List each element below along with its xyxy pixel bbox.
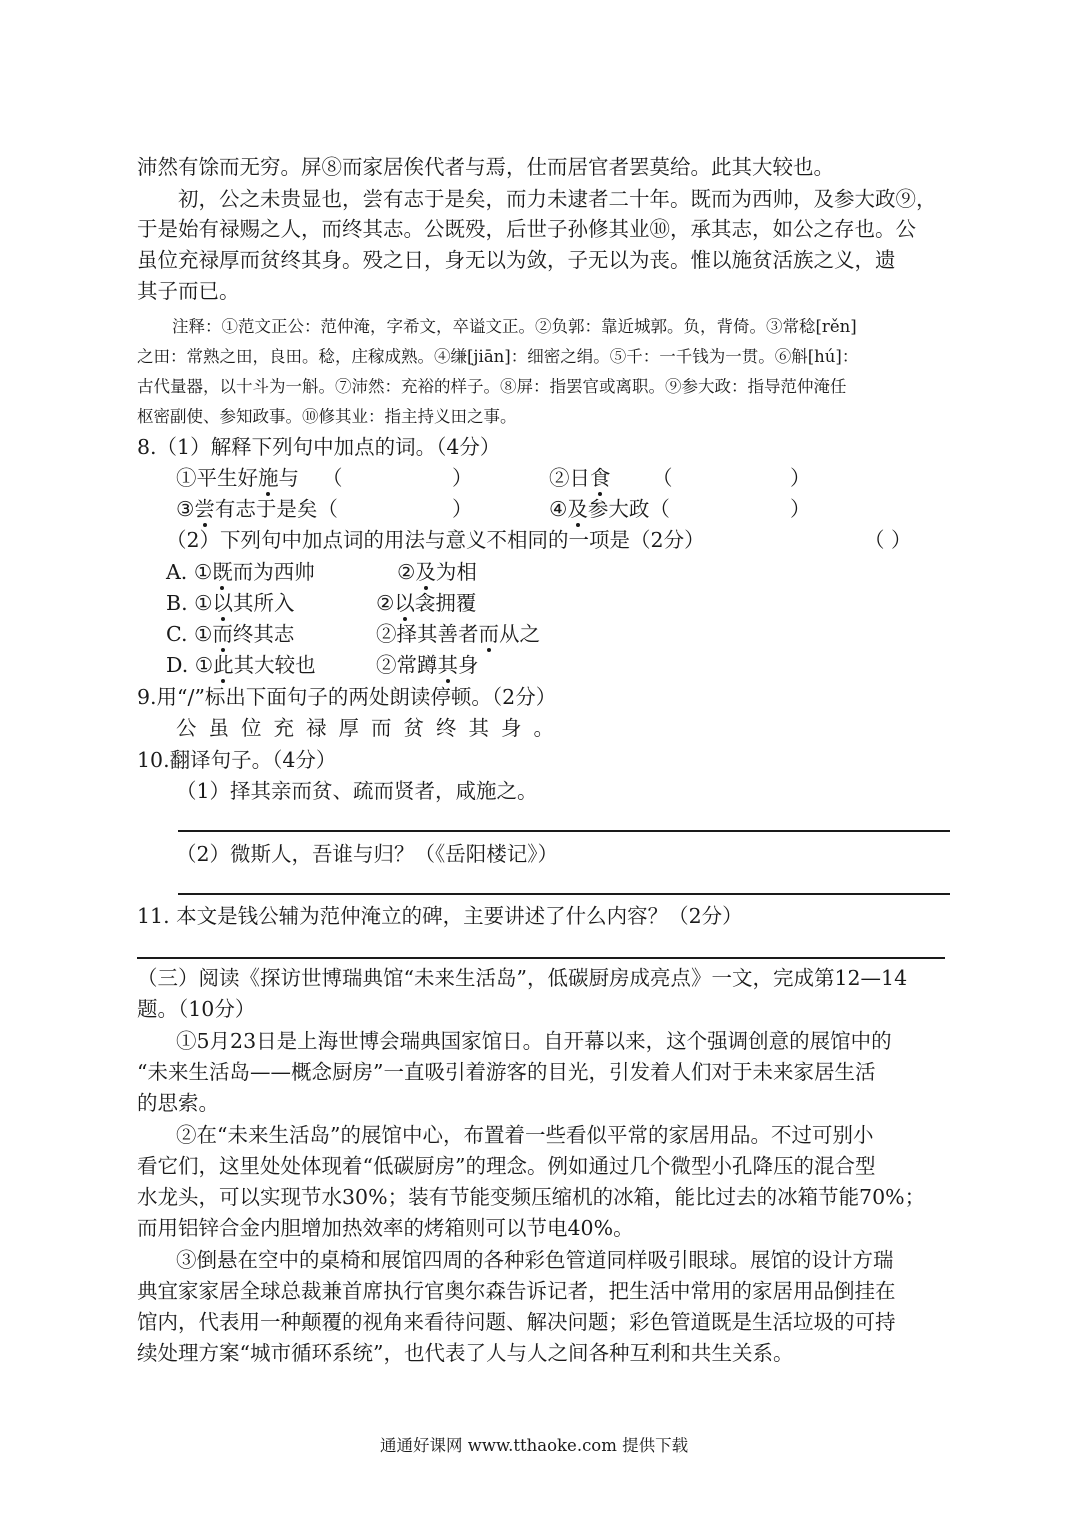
option-c-2: ②择其善者而从之: [376, 619, 540, 649]
q8-part-2-stem: （2）下列句中加点词的用法与意义不相同的一项是（2分）: [166, 528, 705, 552]
answer-paren-close: ）: [790, 466, 811, 490]
dotted-char: 而: [479, 619, 500, 649]
option-b-2: ②以衾拥覆: [376, 588, 476, 618]
paragraph-2-line: 看它们，这里处处体现着“低碳厨房”的理念。例如通过几个微型小孔降压的混合型: [137, 1154, 876, 1178]
paragraph-2-line: ②在“未来生活岛”的展馆中心，布置着一些看似平常的家居用品。不过可别小: [176, 1123, 874, 1147]
question-10-stem: 10.翻译句子。（4分）: [137, 748, 337, 772]
annotation-line: 古代量器，以十斗为一斛。⑦沛然：充裕的样子。⑧屏：指罢官或离职。⑨参大政：指导范仲淹任: [137, 377, 847, 396]
q10-sentence-2: （2）微斯人，吾谁与归？（《岳阳楼记》）: [176, 842, 559, 866]
answer-paren: （ ）: [864, 528, 912, 552]
q8-item-3: ③尝有志于是矣（: [176, 494, 338, 524]
answer-line[interactable]: [178, 830, 950, 832]
question-8-stem: 8.（1）解释下列句中加点的词。（4分）: [137, 435, 501, 459]
answer-paren-close: ）: [452, 466, 473, 490]
paragraph-2-line: 水龙头，可以实现节水30%；装有节能变频压缩机的冰箱，能比过去的冰箱节能70%；: [137, 1185, 926, 1209]
q8-item-2: ②日食: [549, 463, 611, 493]
answer-paren-open: （: [322, 466, 343, 490]
dotted-char: 而: [212, 619, 233, 649]
question-9-stem: 9.用“/”标出下面句子的两处朗读停顿。（2分）: [137, 685, 557, 709]
dotted-char: 以: [394, 588, 415, 618]
passage-line: 其子而已。: [137, 279, 240, 303]
q10-sentence-1: （1）择其亲而贫、疏而贤者，咸施之。: [176, 779, 538, 803]
section-3-intro: 题。（10分）: [137, 997, 256, 1021]
option-b: B. ①以其所入: [166, 588, 294, 618]
dotted-char: 此: [213, 650, 234, 680]
dotted-char: 及: [415, 557, 436, 587]
dotted-char: 尝: [194, 494, 215, 524]
q8-item-1: ①平生好施与: [176, 463, 299, 493]
option-d-2: ②常蹲其身: [376, 650, 479, 680]
answer-paren-close: ）: [790, 497, 811, 521]
option-a-2: ②及为相: [397, 557, 477, 587]
paragraph-1-line: ①5月23日是上海世博会瑞典国家馆日。自开幕以来，这个强调创意的展馆中的: [176, 1029, 892, 1053]
answer-line[interactable]: [178, 893, 950, 895]
q8-item-4: ④及参大政（: [549, 494, 670, 524]
q9-sentence[interactable]: 公虽位充禄厚而贫终其身。: [176, 716, 566, 740]
passage-line: 于是始有禄赐之人，而终其志。公既殁，后世子孙修其业⑩，承其志，如公之存也。公: [137, 217, 916, 241]
section-3-intro: （三）阅读《探访世博瑞典馆“未来生活岛”，低碳厨房成亮点》一文，完成第12—14: [137, 966, 908, 990]
annotation-line: 枢密副使、参知政事。⑩修其业：指主持义田之事。: [137, 407, 517, 426]
paragraph-1-line: 的思索。: [137, 1091, 219, 1115]
option-c: C. ①而终其志: [166, 619, 294, 649]
option-a: A. ①既而为西帅: [166, 557, 315, 587]
dotted-char: 施: [258, 463, 279, 493]
passage-line: 虽位充禄厚而贫终其身。殁之日，身无以为敛，子无以为丧。惟以施贫活族之义，遗: [137, 248, 896, 272]
answer-paren-open: （: [652, 466, 673, 490]
option-d: D. ①此其大较也: [166, 650, 316, 680]
dotted-char: 既: [212, 557, 233, 587]
answer-paren-close: ）: [452, 497, 473, 521]
paragraph-3-line: ③倒悬在空中的桌椅和展馆四周的各种彩色管道同样吸引眼球。展馆的设计方瑞: [176, 1248, 894, 1272]
footer-credit: 通通好课网 www.tthaoke.com 提供下载: [380, 1436, 689, 1455]
dotted-char: 食: [590, 463, 611, 493]
paragraph-3-line: 馆内，代表用一种颠覆的视角来看待问题、解决问题；彩色管道既是生活垃圾的可持: [137, 1310, 896, 1334]
passage-line: 初，公之未贵显也，尝有志于是矣，而力未逮者二十年。既而为西帅，及参大政⑨，: [178, 187, 937, 211]
dotted-char: 其: [438, 650, 459, 680]
paragraph-1-line: “未来生活岛——概念厨房”一直吸引着游客的目光，引发着人们对于未来家居生活: [137, 1060, 876, 1084]
passage-line: 沛然有馀而无穷。屏⑧而家居俟代者与焉，仕而居官者罢莫给。此其大较也。: [137, 155, 834, 179]
paragraph-3-line: 典宜家家居全球总裁兼首席执行官奥尔森告诉记者，把生活中常用的家居用品倒挂在: [137, 1279, 896, 1303]
question-11-stem: 11. 本文是钱公辅为范仲淹立的碑，主要讲述了什么内容？（2分）: [137, 904, 743, 928]
answer-line[interactable]: [137, 957, 945, 959]
paragraph-2-line: 而用铝锌合金内胆增加热效率的烤箱则可以节电40%。: [137, 1216, 634, 1240]
dotted-char: 以: [212, 588, 233, 618]
paragraph-3-line: 续处理方案“城市循环系统”，也代表了人与人之间各种互利和共生关系。: [137, 1341, 794, 1365]
dotted-char: 及: [567, 494, 588, 524]
annotation-line: 之田：常熟之田，良田。稔，庄稼成熟。④缣[jiān]：细密之绢。⑤千：一千钱为一贯。⑥斛[hú]：: [137, 347, 859, 366]
annotation-line: 注释：①范文正公：范仲淹，字希文，卒谥文正。②负郭：靠近城郭。负，背倚。③常稔[rěn]: [172, 317, 857, 336]
